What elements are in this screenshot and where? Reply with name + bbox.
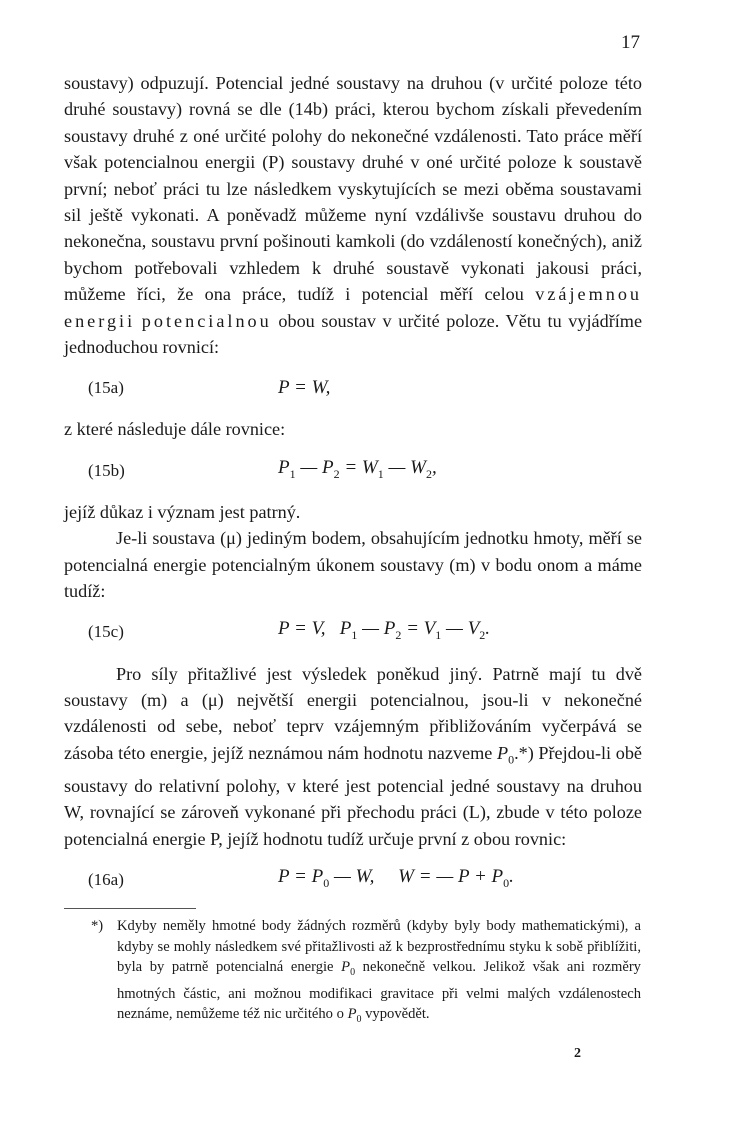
- spaced-word: vzájemnou: [535, 284, 643, 305]
- equation-label: (15a): [88, 378, 124, 398]
- signature-mark: 2: [574, 1046, 581, 1061]
- paragraph-4: Je-li soustava (μ) jediným bodem, obsahujícím jednotku hmoty, měří se potencialná energie potencialným úkonem soustavy (m) v bodu onom a máme tudíž:: [64, 528, 642, 602]
- equation-15a: [64, 370, 642, 406]
- paragraph-3: jejíž důkaz i význam jest patrný.: [64, 501, 301, 522]
- footnote-divider: [64, 908, 196, 909]
- equation-16a: [64, 862, 642, 898]
- page-number: 17: [621, 32, 640, 53]
- equation-15b: [64, 453, 642, 489]
- equation-label: (15b): [88, 460, 125, 480]
- footnote: *) Kdyby neměly hmotné body žádných rozměrů (kdyby byly body mathematickými), a kdyby se mohly následkem své přitažlivosti až k bezprostřednímu styku k sobě přiblížiti, byla by patrně potencialná energie $P_0$ nekonečně velkou. Jelikož však ani rozměry hmotných částic, ani možnou modifikaci gravitace při velmi malých vzdálenostech neznáme, nemůžeme též nic určitého o $P_0$ vypovědět.: [91, 918, 641, 1026]
- equation-formula: P = V, $P_1$ — $P_2 = V_1$ — $V_2$.: [278, 618, 491, 643]
- footnote-mark: *): [91, 918, 104, 934]
- equation-15c: [64, 615, 642, 651]
- paragraph-5: Pro síly přitažlivé jest výsledek poněkud jiný. Patrně mají tu dvě soustavy (m) a (μ) největší energii potencialnou, jsou-li v nekonečné vzdálenosti od sebe, neboť teprv vzájemným přibližováním vyčerpává se zásoba této energie, jejíž neznámou nám hodnotu nazveme $P_0.*$) Přejdou-li obě soustavy do relativní polohy, v které jest potencial jedné soustavy na druhou W, rovnající se zároveň vykonané při přechodu práci (L), zbude v této poloze potencialná energie P, jejíž hodnotu tudíž určuje první z obou rovnic:: [64, 663, 642, 849]
- paragraph-2: z které následuje dále rovnice:: [64, 419, 286, 440]
- equation-formula: $P_1$ — $P_2 = W_1$ — $W_2$,: [278, 456, 437, 481]
- spaced-word: energii: [64, 310, 136, 331]
- spaced-word: potencialnou: [141, 310, 272, 331]
- main-text: [64, 70, 642, 908]
- equation-formula: $P = P_0$ — W, W = — $P + P_0$.: [278, 865, 514, 890]
- footnote-reference: .*): [514, 742, 534, 763]
- equation-label: (15c): [88, 622, 124, 642]
- paragraph-1: soustavy) odpuzují. Potencial jedné soustavy na druhou (v určité poloze této druhé soustavy) rovná se dle (14b) práci, kterou bychom získali převedením soustavy druhé z oné určité polohy do nekonečné vzdálenosti. Tato práce měří však potencialnou energii (P) soustavy druhé v oné určité poloze k soustavě první; neboť práci tu lze následkem vyskytujících se mezi oběma soustavami sil ještě vykonati. A poněvadž můžeme nyní vzdálivše soustavu druhou do nekonečna, soustavu první pošinouti kamkoli (do vzdáleností konečných), aniž bychom potřebovali vzhledem k druhé soustavě vykonati jakousi práci, můžeme říci, že ona práce, tudíž i potencial měří celou vzájemnou energii potencialnou obou soustav v určité poloze. Větu tu vyjádříme jednoduchou rovnicí:: [64, 73, 643, 358]
- equation-label: (16a): [88, 869, 124, 889]
- equation-formula: P = W,: [278, 377, 331, 399]
